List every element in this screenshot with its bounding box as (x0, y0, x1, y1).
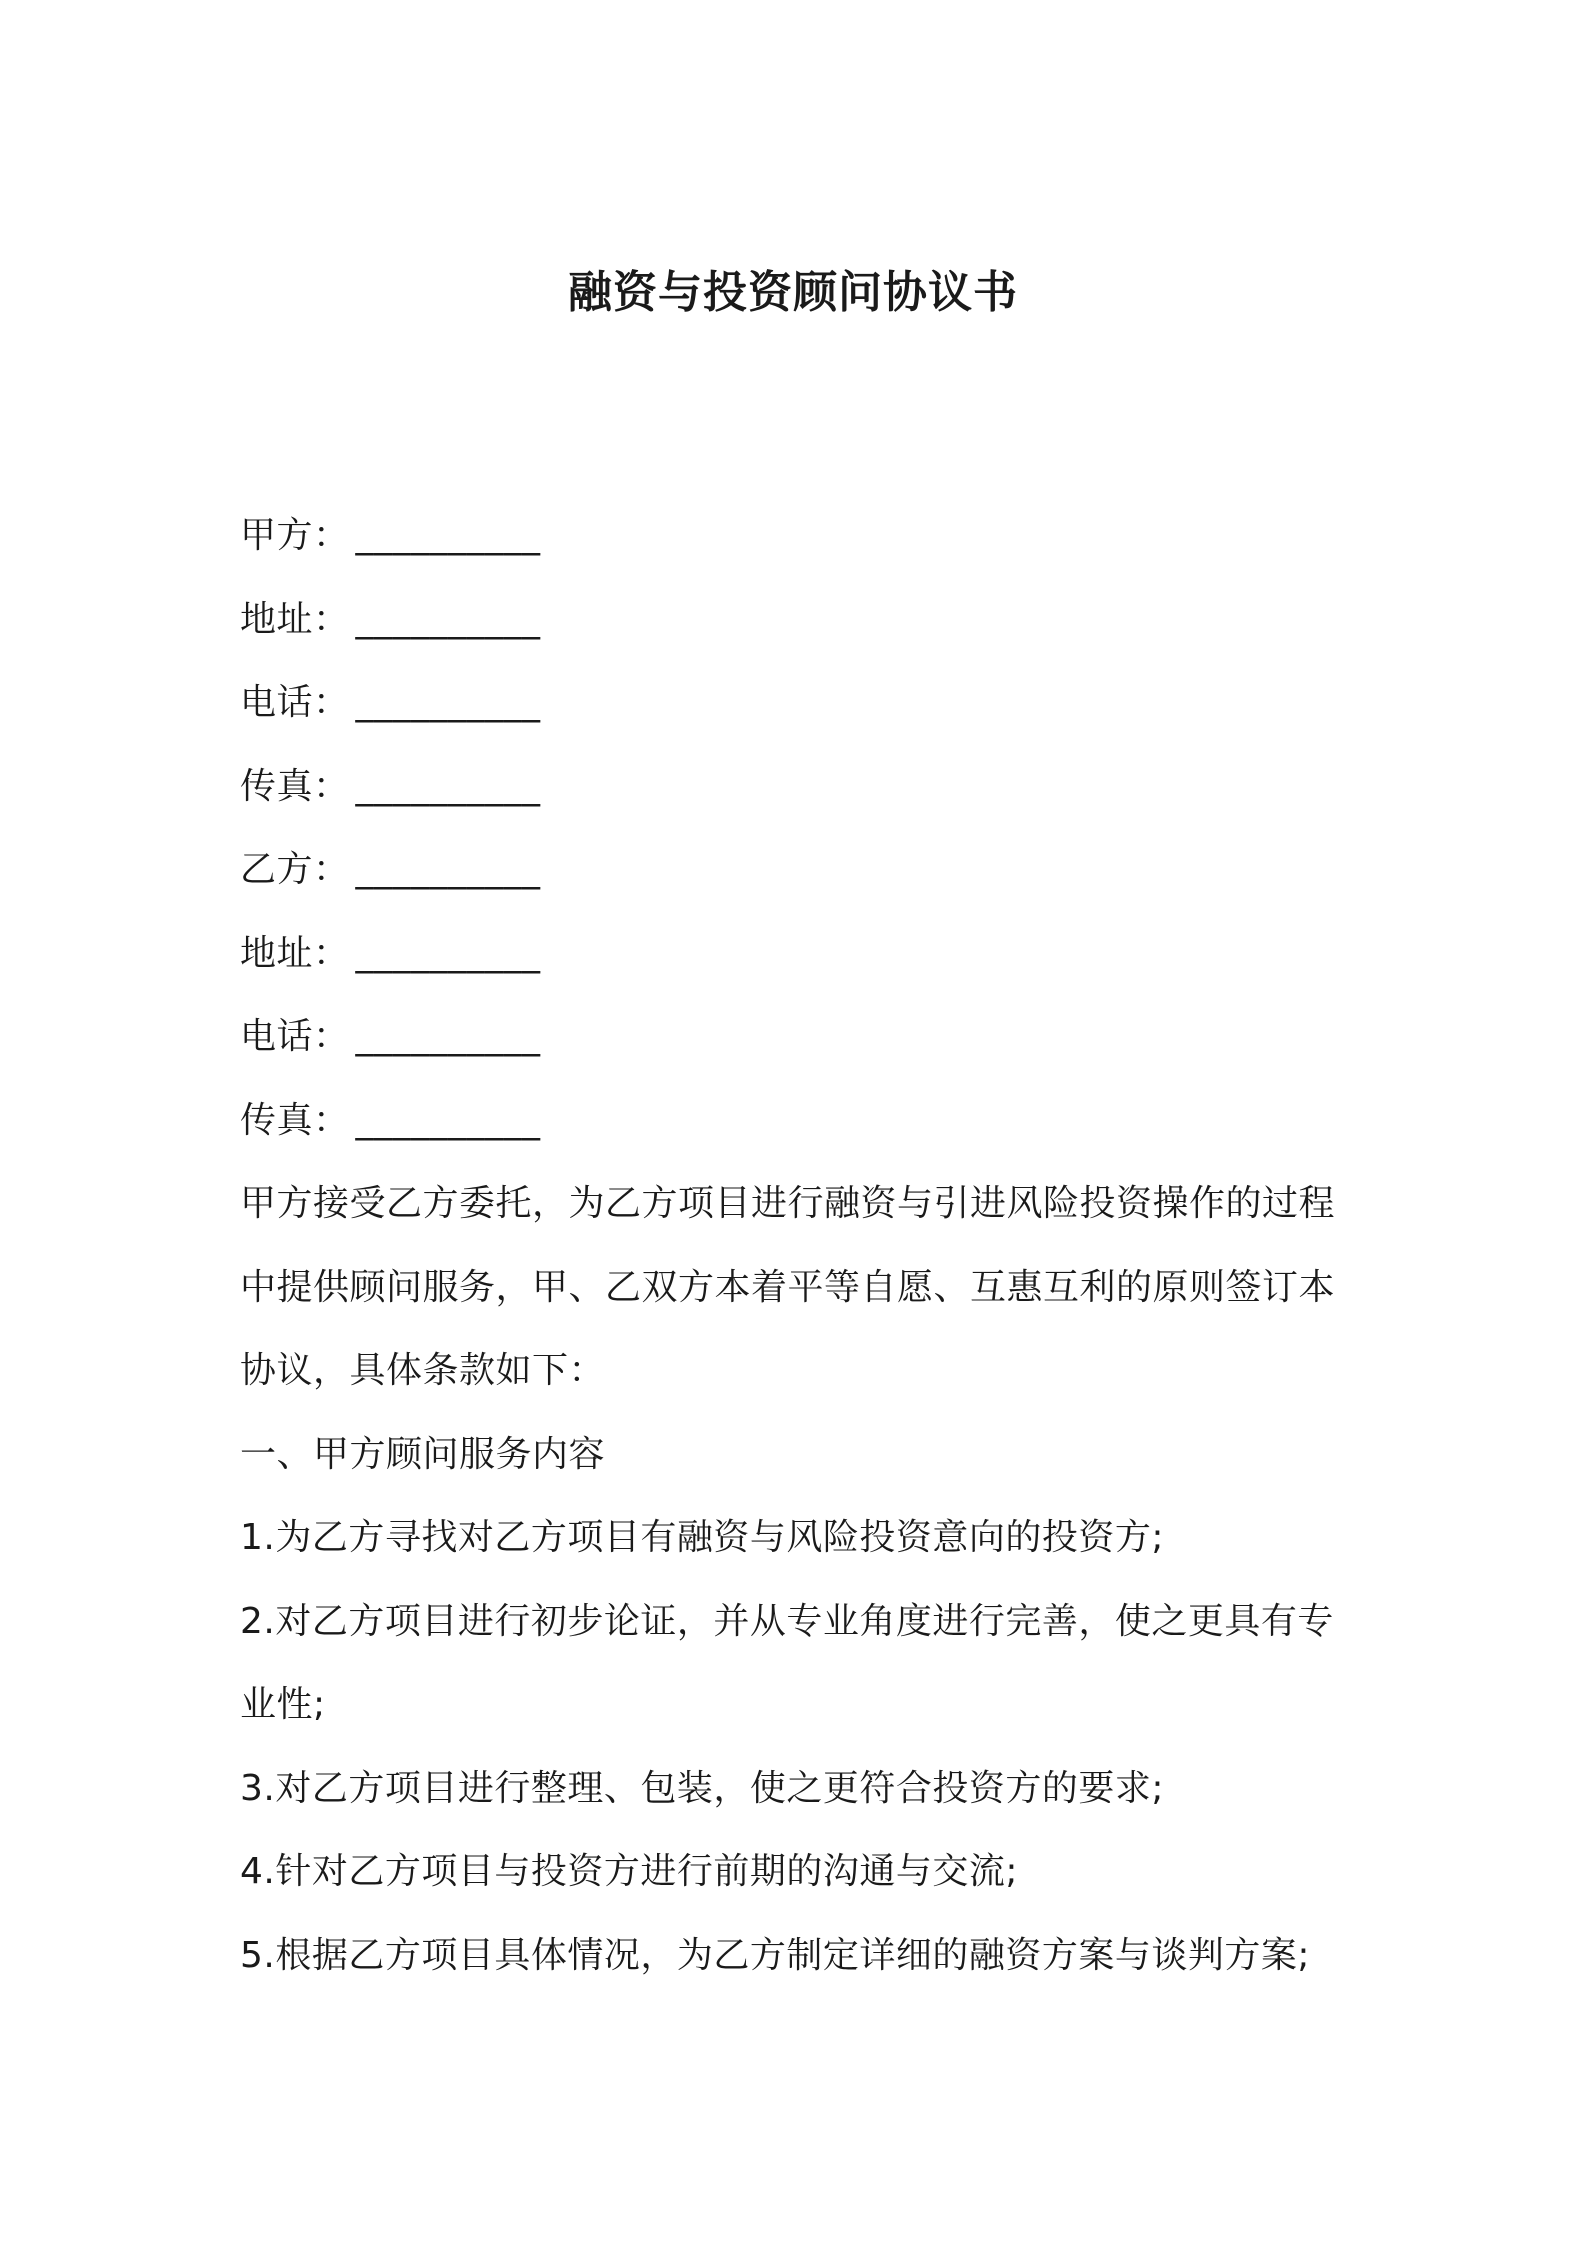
section-item: 业性; (240, 1684, 326, 1725)
fill-blank: __________ (355, 515, 541, 556)
fill-blank: __________ (355, 682, 541, 723)
party-b-name-field (240, 828, 1360, 912)
intro-paragraph-line: 甲方接受乙方委托，为乙方项目进行融资与引进风险投资操作的过程 (240, 1183, 1336, 1224)
section-item: 1.为乙方寻找对乙方项目有融资与风险投资意向的投资方; (240, 1517, 1164, 1558)
party-a-name-field (240, 494, 1360, 578)
party-b-address-field (240, 912, 1360, 996)
fill-blank: __________ (355, 849, 541, 890)
document-body (240, 494, 1360, 1997)
field-label: 传真： (240, 765, 350, 807)
section-item: 2.对乙方项目进行初步论证，并从专业角度进行完善，使之更具有专 (240, 1600, 1334, 1642)
fill-blank: __________ (355, 765, 541, 807)
section-item: 3.对乙方项目进行整理、包装，使之更符合投资方的要求; (240, 1767, 1164, 1809)
field-label: 电话： (240, 682, 350, 723)
fill-blank: __________ (355, 598, 541, 640)
field-label: 传真： (240, 1099, 350, 1141)
party-a-phone-field (240, 661, 1360, 745)
party-a-fax-field (240, 745, 1360, 829)
document-title: 融资与投资顾问协议书 (568, 267, 1018, 318)
party-b-phone-field (240, 995, 1360, 1079)
fill-blank: __________ (355, 932, 541, 974)
intro-paragraph-line: 协议，具体条款如下： (240, 1350, 606, 1391)
field-label: 地址： (240, 932, 350, 974)
field-label: 地址： (240, 598, 350, 640)
intro-paragraph-line: 中提供顾问服务，甲、乙双方本着平等自愿、互惠互利的原则签订本 (240, 1266, 1336, 1308)
section-item: 4.针对乙方项目与投资方进行前期的沟通与交流; (240, 1851, 1018, 1892)
fill-blank: __________ (355, 1099, 541, 1141)
fill-blank: __________ (355, 1016, 541, 1057)
field-label: 甲方： (240, 515, 350, 556)
field-label: 乙方： (240, 849, 350, 890)
section-item: 5.根据乙方项目具体情况，为乙方制定详细的融资方案与谈判方案; (240, 1934, 1310, 1976)
party-a-address-field (240, 578, 1360, 662)
party-b-fax-field (240, 1079, 1360, 1163)
field-label: 电话： (240, 1016, 350, 1057)
section-heading: 一、甲方顾问服务内容 (240, 1433, 606, 1475)
